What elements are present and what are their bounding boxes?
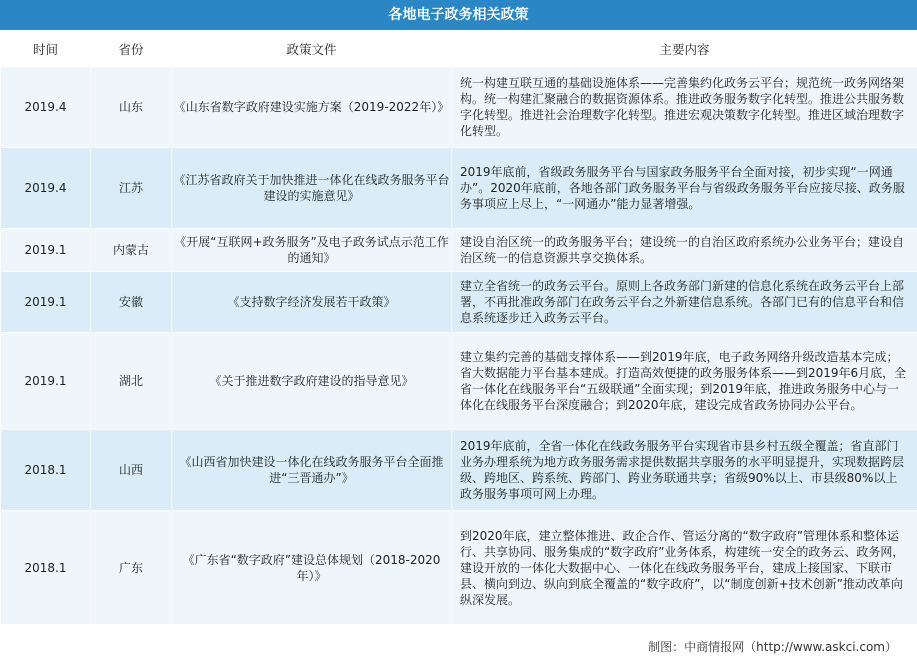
- cell-province: 内蒙古: [91, 229, 172, 272]
- cell-time: 2019.1: [1, 272, 91, 333]
- source-footer: 制图：中商情报网（http://www.askci.com）: [0, 635, 917, 659]
- header-row: [1, 31, 917, 67]
- cell-province: 山东: [91, 67, 172, 148]
- cell-content: 建立集约完善的基础支撑体系——到2019年底，电子政务网络升级改造基本完成；省大数据能力平台基本建成。打造高效便捷的政务服务体系——到2019年6月底，全省一体化在线服务平台“五级联通”全面实现；到2019年底，推进政务服务中心与一体化在线服务平台深度融合；到2020年底，建设完成省政务协同办公平台。: [452, 333, 917, 430]
- cell-province: 安徽: [91, 272, 172, 333]
- cell-content: 统一构建互联互通的基础设施体系——完善集约化政务云平台；规范统一政务网络架构。统一构建汇聚融合的数据资源体系。推进政务服务数字化转型。推进公共服务数字化转型。推进社会治理数字化转型。推进宏观决策数字化转型。推进区域治理数字化转型。: [452, 67, 917, 148]
- cell-time: 2018.1: [1, 430, 91, 511]
- cell-content: 建设自治区统一的政务服务平台；建设统一的自治区政府系统办公业务平台；建设自治区统一的信息资源共享交换体系。: [452, 229, 917, 272]
- cell-time: 2019.1: [1, 333, 91, 430]
- cell-content: 2019年底前，省级政务服务平台与国家政务服务平台全面对接，初步实现“一网通办”。2020年底前，各地各部门政务服务平台与省级政务服务平台应接尽接、政务服务事项应上尽上，“一网通办”能力显著增强。: [452, 148, 917, 229]
- cell-policy: 《支持数字经济发展若干政策》: [172, 272, 452, 333]
- cell-policy: 《江苏省政府关于加快推进一体化在线政务服务平台建设的实施意见》: [172, 148, 452, 229]
- cell-province: 广东: [91, 511, 172, 625]
- cell-content: 2019年底前，全省一体化在线政务服务平台实现省市县乡村五级全覆盖；省直部门业务办理系统为地方政务服务需求提供数据共享服务的水平明显提升，实现数据跨层级、跨地区、跨系统、跨部门、跨业务联通共享；省级90%以上、市县级80%以上政务服务事项可网上办理。: [452, 430, 917, 511]
- cell-policy: 《广东省“数字政府”建设总体规划（2018-2020年）》: [172, 511, 452, 625]
- cell-time: 2019.4: [1, 67, 91, 148]
- cell-province: 山西: [91, 430, 172, 511]
- cell-province: 湖北: [91, 333, 172, 430]
- policy-table: [0, 30, 917, 625]
- header-province: 省份: [91, 31, 172, 67]
- table-row: [1, 148, 917, 229]
- table-title: 各地电子政务相关政策: [0, 0, 917, 30]
- header-content: 主要内容: [452, 31, 917, 67]
- cell-content: 到2020年底，建立整体推进、政企合作、管运分离的“数字政府”管理体系和整体运行、共享协同、服务集成的“数字政府”业务体系，构建统一安全的政务云、政务网，建设开放的一体化大数据中心、一体化在线政务服务平台，建成上接国家、下联市县、横向到边、纵向到底全覆盖的“数字政府”，以“制度创新+技术创新”推动改革向纵深发展。: [452, 511, 917, 625]
- cell-policy: 《关于推进数字政府建设的指导意见》: [172, 333, 452, 430]
- cell-time: 2019.1: [1, 229, 91, 272]
- cell-time: 2019.4: [1, 148, 91, 229]
- table-row: [1, 272, 917, 333]
- table-row: [1, 229, 917, 272]
- header-time: 时间: [1, 31, 91, 67]
- header-policy: 政策文件: [172, 31, 452, 67]
- cell-time: 2018.1: [1, 511, 91, 625]
- table-row: [1, 430, 917, 511]
- cell-policy: 《山西省加快建设一体化在线政务服务平台全面推进“三晋通办”》: [172, 430, 452, 511]
- table-row: [1, 67, 917, 148]
- cell-policy: 《山东省数字政府建设实施方案（2019-2022年）》: [172, 67, 452, 148]
- table-row: [1, 511, 917, 625]
- cell-policy: 《开展“互联网+政务服务”及电子政务试点示范工作的通知》: [172, 229, 452, 272]
- cell-province: 江苏: [91, 148, 172, 229]
- cell-content: 建立全省统一的政务云平台。原则上各政务部门新建的信息化系统在政务云平台上部署，不再批准政务部门在政务云平台之外新建信息系统。各部门已有的信息平台和信息系统逐步迁入政务云平台。: [452, 272, 917, 333]
- table-row: [1, 333, 917, 430]
